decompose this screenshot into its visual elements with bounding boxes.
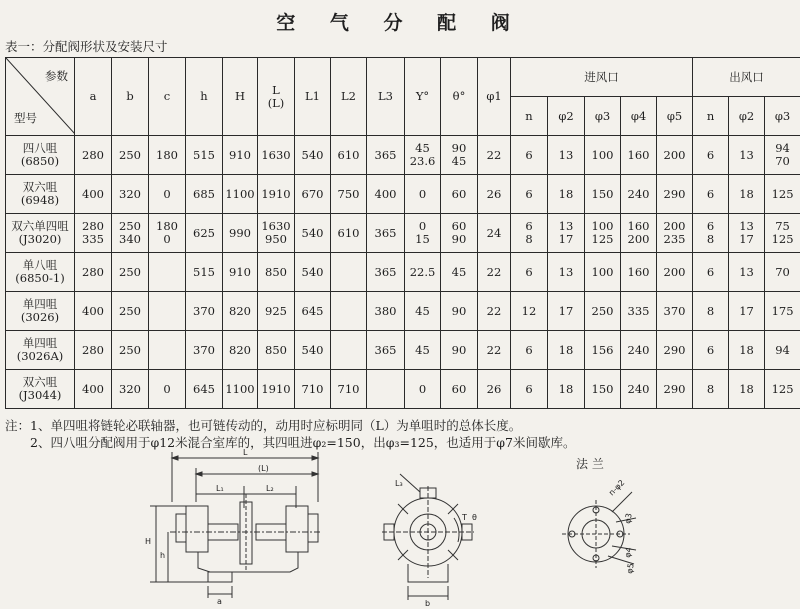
table-caption: 表一：分配阀形状及安装尺寸 <box>5 39 168 54</box>
value-cell: 290 <box>657 331 693 370</box>
value-cell: 45 <box>405 292 441 331</box>
value-cell: 18 <box>729 370 765 409</box>
value-cell: 365 <box>367 214 405 253</box>
value-cell: 910 <box>223 136 258 175</box>
value-cell: 990 <box>223 214 258 253</box>
value-cell: 160 <box>621 253 657 292</box>
value-cell: 12 <box>511 292 548 331</box>
value-cell: 515 <box>186 136 223 175</box>
table-row <box>6 253 800 292</box>
flange-title: 法 兰 <box>576 457 604 471</box>
value-cell: 6 8 <box>511 214 548 253</box>
value-cell: 125 <box>765 175 800 214</box>
model-cell: 四八咀 (6850) <box>6 136 75 175</box>
value-cell: 400 <box>75 292 112 331</box>
corner-cell <box>6 58 75 136</box>
value-cell <box>331 331 367 370</box>
note-line-1: 注：1、单四咀将链轮必联轴器，也可链传动的，动用时应标明同（L）为单咀时的总体长度。 <box>5 418 522 433</box>
value-cell: 1630 <box>258 136 295 175</box>
value-cell: 1100 <box>223 175 258 214</box>
value-cell: 45 23.6 <box>405 136 441 175</box>
value-cell: 540 <box>295 214 331 253</box>
value-cell: 13 <box>548 253 585 292</box>
table-row <box>6 292 800 331</box>
col-header-theta: θ° <box>441 58 478 136</box>
sub-header-in-phi2: φ2 <box>548 97 585 136</box>
value-cell: 17 <box>548 292 585 331</box>
front-view <box>150 452 322 598</box>
value-cell: 150 <box>585 370 621 409</box>
value-cell <box>331 253 367 292</box>
value-cell: 6 <box>511 136 548 175</box>
dim-L-paren: (L) <box>258 464 269 473</box>
value-cell: 540 <box>295 253 331 292</box>
value-cell: 380 <box>367 292 405 331</box>
value-cell: 240 <box>621 331 657 370</box>
value-cell: 290 <box>657 175 693 214</box>
value-cell: 6 <box>693 331 729 370</box>
value-cell <box>149 292 186 331</box>
value-cell: 6 <box>693 253 729 292</box>
value-cell <box>331 292 367 331</box>
spec-table-body <box>6 136 800 409</box>
col-header-L <box>258 58 295 136</box>
value-cell: 18 <box>548 331 585 370</box>
value-cell: 13 <box>729 136 765 175</box>
value-cell: 90 <box>441 331 478 370</box>
value-cell: 0 <box>405 175 441 214</box>
value-cell: 6 <box>511 331 548 370</box>
page-title: 空 气 分 配 阀 <box>276 12 524 34</box>
dim-L3: L₃ <box>395 479 403 488</box>
value-cell: 0 15 <box>405 214 441 253</box>
value-cell: 18 <box>548 370 585 409</box>
value-cell: 60 <box>441 370 478 409</box>
table-row <box>6 331 800 370</box>
value-cell: 180 <box>149 136 186 175</box>
value-cell: 175 <box>765 292 800 331</box>
value-cell: 250 <box>585 292 621 331</box>
sub-header-out-n: n <box>693 97 729 136</box>
value-cell: 685 <box>186 175 223 214</box>
value-cell: 850 <box>258 331 295 370</box>
value-cell: 0 <box>149 175 186 214</box>
value-cell: 750 <box>331 175 367 214</box>
value-cell: 910 <box>223 253 258 292</box>
value-cell: 100 <box>585 136 621 175</box>
value-cell: 13 17 <box>729 214 765 253</box>
sub-header-out-phi3: φ3 <box>765 97 800 136</box>
dim-theta: θ <box>472 513 477 522</box>
value-cell: 45 <box>405 331 441 370</box>
value-cell <box>149 253 186 292</box>
value-cell: 22 <box>478 253 511 292</box>
value-cell: 13 17 <box>548 214 585 253</box>
model-cell: 双六单四咀 (J3020) <box>6 214 75 253</box>
value-cell: 18 <box>729 331 765 370</box>
corner-param-label: 参数 <box>45 69 68 83</box>
value-cell: 515 <box>186 253 223 292</box>
value-cell: 6 <box>693 136 729 175</box>
col-header-L-text: L (L) <box>267 82 285 110</box>
sub-header-in-phi5: φ5 <box>657 97 693 136</box>
value-cell: 250 <box>112 292 149 331</box>
value-cell: 13 <box>548 136 585 175</box>
side-view <box>382 474 474 600</box>
model-cell: 双六咀 (6948) <box>6 175 75 214</box>
value-cell: 90 45 <box>441 136 478 175</box>
value-cell: 6 <box>511 175 548 214</box>
value-cell: 820 <box>223 292 258 331</box>
value-cell: 6 <box>511 370 548 409</box>
value-cell: 0 <box>149 370 186 409</box>
col-header-H: H <box>223 58 258 136</box>
technical-drawing <box>0 446 800 609</box>
model-cell: 单四咀 (3026) <box>6 292 75 331</box>
value-cell: 710 <box>331 370 367 409</box>
col-header-phi1: φ1 <box>478 58 511 136</box>
value-cell: 645 <box>186 370 223 409</box>
value-cell: 820 <box>223 331 258 370</box>
value-cell <box>149 331 186 370</box>
value-cell: 22 <box>478 136 511 175</box>
value-cell: 370 <box>186 331 223 370</box>
dim-b: b <box>425 599 431 608</box>
value-cell: 200 <box>657 136 693 175</box>
col-header-b: b <box>112 58 149 136</box>
value-cell: 400 <box>75 175 112 214</box>
value-cell: 250 340 <box>112 214 149 253</box>
flange-phi3: φ3 <box>623 512 634 525</box>
value-cell: 6 <box>511 253 548 292</box>
value-cell: 94 <box>765 331 800 370</box>
value-cell: 156 <box>585 331 621 370</box>
value-cell: 6 <box>693 175 729 214</box>
value-cell: 365 <box>367 331 405 370</box>
flange-n-phi2: n-φ2 <box>607 478 627 498</box>
value-cell: 250 <box>112 253 149 292</box>
value-cell: 6 8 <box>693 214 729 253</box>
value-cell: 250 <box>112 136 149 175</box>
value-cell: 45 <box>441 253 478 292</box>
value-cell: 670 <box>295 175 331 214</box>
value-cell: 710 <box>295 370 331 409</box>
dim-L: L <box>243 448 248 457</box>
value-cell: 13 <box>729 253 765 292</box>
value-cell: 26 <box>478 175 511 214</box>
value-cell: 610 <box>331 136 367 175</box>
value-cell: 180 0 <box>149 214 186 253</box>
value-cell: 160 <box>621 136 657 175</box>
value-cell: 90 <box>441 292 478 331</box>
group-header-outlet: 出风口 <box>693 58 800 97</box>
group-header-inlet: 进风口 <box>511 58 693 97</box>
value-cell: 280 <box>75 253 112 292</box>
value-cell: 18 <box>548 175 585 214</box>
value-cell: 365 <box>367 136 405 175</box>
col-header-L1: L1 <box>295 58 331 136</box>
value-cell: 70 <box>765 253 800 292</box>
value-cell: 625 <box>186 214 223 253</box>
value-cell <box>367 370 405 409</box>
value-cell: 0 <box>405 370 441 409</box>
col-header-L2: L2 <box>331 58 367 136</box>
dim-h: h <box>160 551 166 560</box>
value-cell: 8 <box>693 292 729 331</box>
model-cell: 双六咀 (J3044) <box>6 370 75 409</box>
value-cell: 22.5 <box>405 253 441 292</box>
col-header-c: c <box>149 58 186 136</box>
value-cell: 1100 <box>223 370 258 409</box>
value-cell: 200 <box>657 253 693 292</box>
model-cell: 单八咀 (6850-1) <box>6 253 75 292</box>
value-cell: 1910 <box>258 370 295 409</box>
dim-H: H <box>145 537 152 546</box>
value-cell: 26 <box>478 370 511 409</box>
value-cell: 320 <box>112 370 149 409</box>
value-cell: 8 <box>693 370 729 409</box>
value-cell: 540 <box>295 331 331 370</box>
value-cell: 610 <box>331 214 367 253</box>
value-cell: 18 <box>729 175 765 214</box>
value-cell: 850 <box>258 253 295 292</box>
dim-T: T <box>462 513 467 522</box>
value-cell: 280 335 <box>75 214 112 253</box>
note-line-2: 2、四八咀分配阀用于φ12米混合室库的，其四咀进φ₂=150，出φ₃=125，也适用于φ7米间歇库。 <box>30 435 576 450</box>
value-cell: 22 <box>478 292 511 331</box>
value-cell: 1910 <box>258 175 295 214</box>
sub-header-in-n: n <box>511 97 548 136</box>
value-cell: 370 <box>657 292 693 331</box>
value-cell: 280 <box>75 136 112 175</box>
table-row <box>6 214 800 253</box>
value-cell: 17 <box>729 292 765 331</box>
value-cell: 925 <box>258 292 295 331</box>
table-row <box>6 136 800 175</box>
dim-L2: L₂ <box>266 484 274 493</box>
value-cell: 400 <box>75 370 112 409</box>
value-cell: 370 <box>186 292 223 331</box>
value-cell: 100 <box>585 253 621 292</box>
sub-header-in-phi3: φ3 <box>585 97 621 136</box>
value-cell: 320 <box>112 175 149 214</box>
value-cell: 290 <box>657 370 693 409</box>
dim-a: a <box>217 597 222 606</box>
value-cell: 100 125 <box>585 214 621 253</box>
corner-model-label: 型号 <box>14 111 37 125</box>
col-header-h: h <box>186 58 223 136</box>
value-cell: 540 <box>295 136 331 175</box>
value-cell: 365 <box>367 253 405 292</box>
value-cell: 150 <box>585 175 621 214</box>
spec-table <box>5 57 800 409</box>
col-header-L3: L3 <box>367 58 405 136</box>
value-cell: 400 <box>367 175 405 214</box>
value-cell: 60 90 <box>441 214 478 253</box>
table-row <box>6 370 800 409</box>
flange-phi4: φ4 <box>623 546 634 559</box>
value-cell: 60 <box>441 175 478 214</box>
value-cell: 240 <box>621 175 657 214</box>
flange-phi5: φ5 <box>625 562 636 575</box>
value-cell: 240 <box>621 370 657 409</box>
value-cell: 160 200 <box>621 214 657 253</box>
sub-header-out-phi2: φ2 <box>729 97 765 136</box>
sub-header-in-phi4: φ4 <box>621 97 657 136</box>
value-cell: 125 <box>765 370 800 409</box>
value-cell: 280 <box>75 331 112 370</box>
model-cell: 单四咀 (3026A) <box>6 331 75 370</box>
dim-L1: L₁ <box>216 484 224 493</box>
value-cell: 645 <box>295 292 331 331</box>
value-cell: 250 <box>112 331 149 370</box>
col-header-a: a <box>75 58 112 136</box>
value-cell: 22 <box>478 331 511 370</box>
value-cell: 94 70 <box>765 136 800 175</box>
col-header-gamma: Υ° <box>405 58 441 136</box>
value-cell: 24 <box>478 214 511 253</box>
value-cell: 200 235 <box>657 214 693 253</box>
value-cell: 1630 950 <box>258 214 295 253</box>
table-row <box>6 175 800 214</box>
value-cell: 335 <box>621 292 657 331</box>
value-cell: 75 125 <box>765 214 800 253</box>
